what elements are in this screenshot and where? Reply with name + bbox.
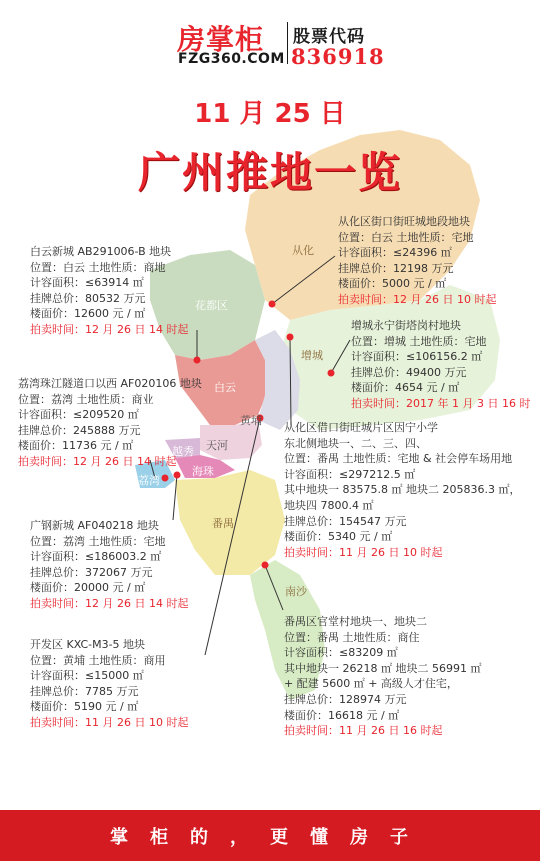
plot-info-line: 位置：白云 土地性质：宅地 bbox=[338, 230, 474, 244]
plot-info-line: 楼面价：12600 元 / ㎡ bbox=[30, 307, 146, 321]
plot-info-line: 楼面价：16618 元 / ㎡ bbox=[284, 708, 400, 722]
plot-info-conghua-wangcheng bbox=[338, 214, 496, 308]
plot-info-line: 其中地块一 26218 ㎡ 地块二 56991 ㎡ bbox=[284, 661, 482, 675]
brand-logo-text: 房掌柜 bbox=[177, 23, 265, 56]
district-label-haizhu: 海珠 bbox=[192, 465, 214, 478]
plot-info-line: 东北侧地块一、二、三、四、 bbox=[284, 436, 427, 450]
district-label-tianhe: 天河 bbox=[206, 439, 228, 452]
plot-info-line: 计容面积：≤209520 ㎡ bbox=[18, 408, 139, 422]
plot-info-baiyun-ab291006 bbox=[30, 244, 188, 338]
plot-info-line: 楼面价：5190 元 / ㎡ bbox=[30, 700, 139, 714]
plot-info-line: 广钢新城 AF040218 地块 bbox=[30, 519, 159, 532]
plot-info-line: 计容面积：≤297212.5 ㎡ bbox=[284, 467, 416, 481]
plot-info-line: 楼面价：11736 元 / ㎡ bbox=[18, 439, 134, 453]
plot-auction-time: 拍卖时间：11 月 26 日 16 时起 bbox=[284, 724, 443, 738]
plot-info-panyu-guantang bbox=[284, 614, 481, 739]
district-label-conghua: 从化 bbox=[292, 244, 314, 257]
plot-info-line: 荔湾珠江隧道口以西 AF020106 地块 bbox=[18, 377, 202, 390]
plot-info-line: 计容面积：≤186003.2 ㎡ bbox=[30, 550, 162, 564]
plot-info-zengcheng-tagang bbox=[351, 318, 530, 412]
plot-info-line: 挂牌总价：128974 万元 bbox=[284, 692, 407, 706]
plot-info-line: 地块四 7800.4 ㎡ bbox=[284, 498, 374, 512]
district-label-yuexiu: 越秀 bbox=[172, 445, 194, 458]
plot-auction-time: 拍卖时间：11 月 26 日 10 时起 bbox=[30, 715, 189, 729]
plot-info-line: 计容面积：≤83209 ㎡ bbox=[284, 646, 398, 660]
page-title: 广州推地一览 bbox=[137, 148, 402, 197]
header-divider bbox=[287, 22, 288, 64]
plot-info-line: 位置：白云 土地性质：商地 bbox=[30, 260, 166, 274]
plot-info-line: 计容面积：≤106156.2 ㎡ bbox=[351, 350, 483, 364]
district-label-nansha: 南沙 bbox=[285, 585, 307, 598]
plot-info-conghua-school bbox=[284, 420, 520, 560]
district-label-huangpu: 黄埔 bbox=[240, 414, 262, 427]
plot-info-line: 番禺区官堂村地块一、地块二 bbox=[284, 615, 427, 628]
plot-info-line: 楼面价：20000 元 / ㎡ bbox=[30, 581, 146, 595]
plot-info-line: 挂牌总价：49400 万元 bbox=[351, 365, 467, 379]
plot-info-line: 从化区街口街旺城地段地块 bbox=[338, 215, 470, 228]
plot-auction-time: 拍卖时间：12 月 26 日 14 时起 bbox=[18, 454, 177, 468]
district-label-huadu: 花都区 bbox=[195, 299, 228, 312]
plot-info-line: 位置：番禺 土地性质：宅地 & 社会停车场用地 bbox=[284, 452, 513, 466]
plot-info-line: 增城永宁街塔岗村地块 bbox=[351, 319, 461, 332]
plot-info-line: 位置：荔湾 土地性质：宅地 bbox=[30, 534, 166, 548]
district-label-panyu: 番禺 bbox=[212, 517, 234, 530]
plot-info-kxc-m3-5 bbox=[30, 637, 188, 731]
plot-info-line: 位置：增城 土地性质：宅地 bbox=[351, 334, 487, 348]
plot-auction-time: 拍卖时间：12 月 26 日 14 时起 bbox=[30, 596, 189, 610]
plot-info-line: 楼面价：5340 元 / ㎡ bbox=[284, 530, 393, 544]
date-heading: 11 月 25 日 bbox=[194, 99, 346, 129]
plot-info-line: + 配建 5600 ㎡ + 高级人才住宅， bbox=[284, 677, 458, 691]
plot-info-line: 位置：黄埔 土地性质：商用 bbox=[30, 653, 166, 667]
plot-info-line: 开发区 KXC-M3-5 地块 bbox=[30, 638, 146, 651]
footer-slogan: 掌柜的，更懂房子 bbox=[110, 827, 430, 848]
plot-info-liwan-af020106 bbox=[18, 376, 202, 470]
plot-info-line: 计容面积：≤24396 ㎡ bbox=[338, 246, 452, 260]
stock-code-label: 股票代码 bbox=[293, 27, 365, 47]
plot-info-line: 挂牌总价：154547 万元 bbox=[284, 514, 407, 528]
district-label-baiyun: 白云 bbox=[214, 381, 236, 394]
plot-info-line: 计容面积：≤15000 ㎡ bbox=[30, 669, 144, 683]
plot-info-line: 位置：荔湾 土地性质：商业 bbox=[18, 392, 154, 406]
plot-info-line: 挂牌总价：372067 万元 bbox=[30, 565, 153, 579]
plot-info-line: 白云新城 AB291006-B 地块 bbox=[30, 245, 172, 258]
plot-auction-time: 拍卖时间：2017 年 1 月 3 日 16 时 bbox=[351, 396, 531, 410]
plot-info-line: 计容面积：≤63914 ㎡ bbox=[30, 276, 144, 290]
plot-info-line: 楼面价：4654 元 / ㎡ bbox=[351, 381, 460, 395]
plot-info-line: 挂牌总价：12198 万元 bbox=[338, 261, 454, 275]
plot-info-line: 挂牌总价：80532 万元 bbox=[30, 291, 146, 305]
plot-auction-time: 拍卖时间：12 月 26 日 10 时起 bbox=[338, 292, 497, 306]
plot-auction-time: 拍卖时间：11 月 26 日 10 时起 bbox=[284, 545, 443, 559]
district-label-liwan: 荔湾 bbox=[138, 474, 160, 487]
plot-auction-time: 拍卖时间：12 月 26 日 14 时起 bbox=[30, 322, 189, 336]
plot-info-line: 位置：番禺 土地性质：商住 bbox=[284, 630, 420, 644]
brand-logo-domain: FZG360.COM bbox=[178, 51, 285, 67]
plot-info-guanggang-af040218 bbox=[30, 518, 188, 612]
stock-code: 836918 bbox=[291, 44, 385, 69]
district-label-zengcheng: 增城 bbox=[301, 349, 323, 362]
plot-info-line: 其中地块一 83575.8 ㎡ 地块二 205836.3 ㎡， bbox=[284, 483, 521, 497]
plot-info-line: 楼面价：5000 元 / ㎡ bbox=[338, 277, 447, 291]
plot-info-line: 挂牌总价：7785 万元 bbox=[30, 684, 139, 698]
plot-info-line: 挂牌总价：245888 万元 bbox=[18, 423, 141, 437]
plot-info-line: 从化区借口街旺城片区因宁小学 bbox=[284, 421, 438, 434]
